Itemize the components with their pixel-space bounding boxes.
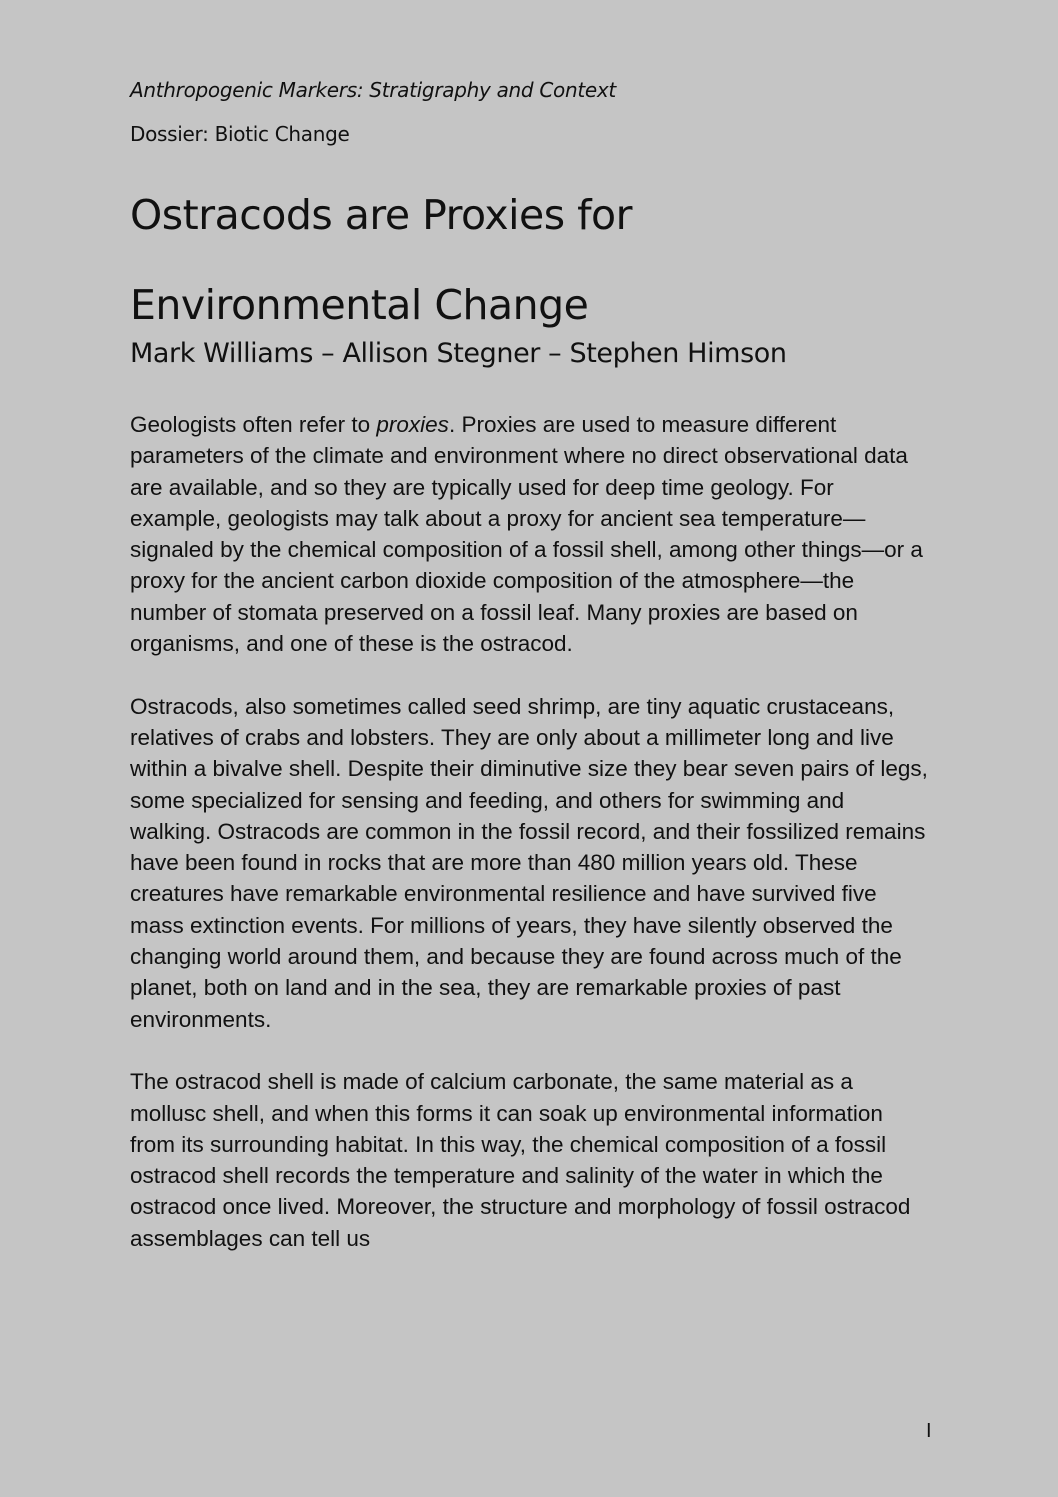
article-authors: Mark Williams – Allison Stegner – Stephen Himson <box>130 338 787 369</box>
paragraph-1-rest: . Proxies are used to measure different parameters of the climate and environment where no direct observational data are available, and so they are typically used for deep time geology. For example, geologists may talk about a proxy for ancient sea temperature—signaled by the chemical composition of a fossil shell, among other things—or a proxy for the ancient carbon dioxide composition of the atmosphere—the number of stomata preserved on a fossil leaf. Many proxies are based on organisms, and one of these is the ostracod. <box>130 412 923 657</box>
paragraph-3: The ostracod shell is made of calcium carbonate, the same material as a mollusc shell, and when this forms it can soak up environmental information from its surrounding habitat. In this way, the chemical composition of a fossil ostracod shell records the temperature and salinity of the water in which the ostracod once lived. Moreover, the structure and morphology of fossil ostracod assemblages can tell us <box>130 1069 911 1251</box>
series-title: Anthropogenic Markers: Stratigraphy and Context <box>130 78 616 102</box>
paragraph-1 <box>130 409 930 659</box>
paragraph-2: Ostracods, also sometimes called seed shrimp, are tiny aquatic crustaceans, relatives of crabs and lobsters. They are only about a millimeter long and live within a bivalve shell. Despite their diminutive size they bear seven pairs of legs, some specialized for sensing and feeding, and others for swimming and walking. Ostracods are common in the fossil record, and their fossilized remains have been found in rocks that are more than 480 million years old. These creatures have remarkable environmental resilience and have survived five mass extinction events. For millions of years, they have silently observed the changing world around them, and because they are found across much of the planet, both on land and in the sea, they are remarkable proxies of past environments. <box>130 693 928 1032</box>
proxies-emphasis: proxies <box>376 412 449 437</box>
article-title: Ostracods are Proxies for Environmental Change <box>130 191 633 329</box>
paragraph-1-lead: Geologists often refer to <box>130 412 377 437</box>
dossier-label: Dossier: Biotic Change <box>130 122 350 146</box>
article-body <box>130 409 930 1285</box>
page-number: I <box>926 1420 932 1442</box>
